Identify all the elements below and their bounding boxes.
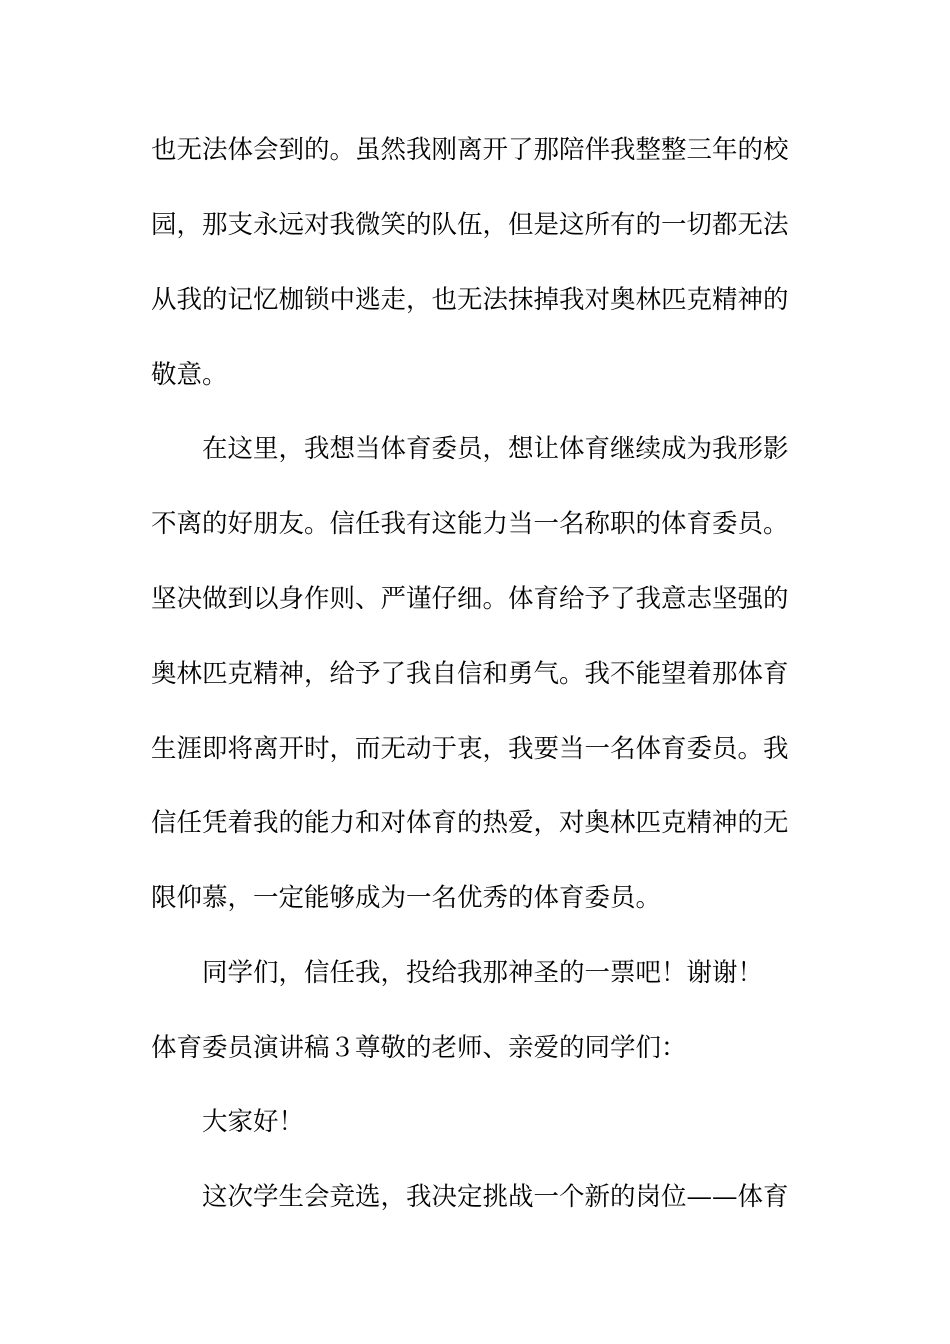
text-line: 生涯即将离开时，而无动于衷，我要当一名体育委员。我 bbox=[151, 734, 789, 764]
text-line: 信任凭着我的能力和对体育的热爱，对奥林匹克精神的无 bbox=[151, 808, 789, 838]
text-line: 限仰慕，一定能够成为一名优秀的体育委员。 bbox=[151, 883, 662, 913]
text-line: 园，那支永远对我微笑的队伍，但是这所有的一切都无法 bbox=[151, 210, 789, 240]
paragraph-start-line: 在这里，我想当体育委员，想让体育继续成为我形影 bbox=[202, 434, 789, 464]
text-line: 敬意。 bbox=[151, 360, 228, 390]
paragraph-start-line: 同学们，信任我，投给我那神圣的一票吧！谢谢！ bbox=[202, 958, 764, 988]
text-line: 奥林匹克精神，给予了我自信和勇气。我不能望着那体育 bbox=[151, 659, 789, 689]
text-line: 坚决做到以身作则、严谨仔细。体育给予了我意志坚强的 bbox=[151, 584, 789, 614]
greeting-line: 大家好！ bbox=[202, 1107, 305, 1137]
text-line: 从我的记忆枷锁中逃走，也无法抹掉我对奥林匹克精神的 bbox=[151, 285, 789, 315]
section-heading-line: 体育委员演讲稿３尊敬的老师、亲爱的同学们： bbox=[151, 1033, 687, 1063]
text-line: 不离的好朋友。信任我有这能力当一名称职的体育委员。 bbox=[151, 509, 789, 539]
text-line: 也无法体会到的。虽然我刚离开了那陪伴我整整三年的校 bbox=[151, 135, 789, 165]
paragraph-start-line: 这次学生会竞选，我决定挑战一个新的岗位——体育 bbox=[202, 1182, 789, 1212]
